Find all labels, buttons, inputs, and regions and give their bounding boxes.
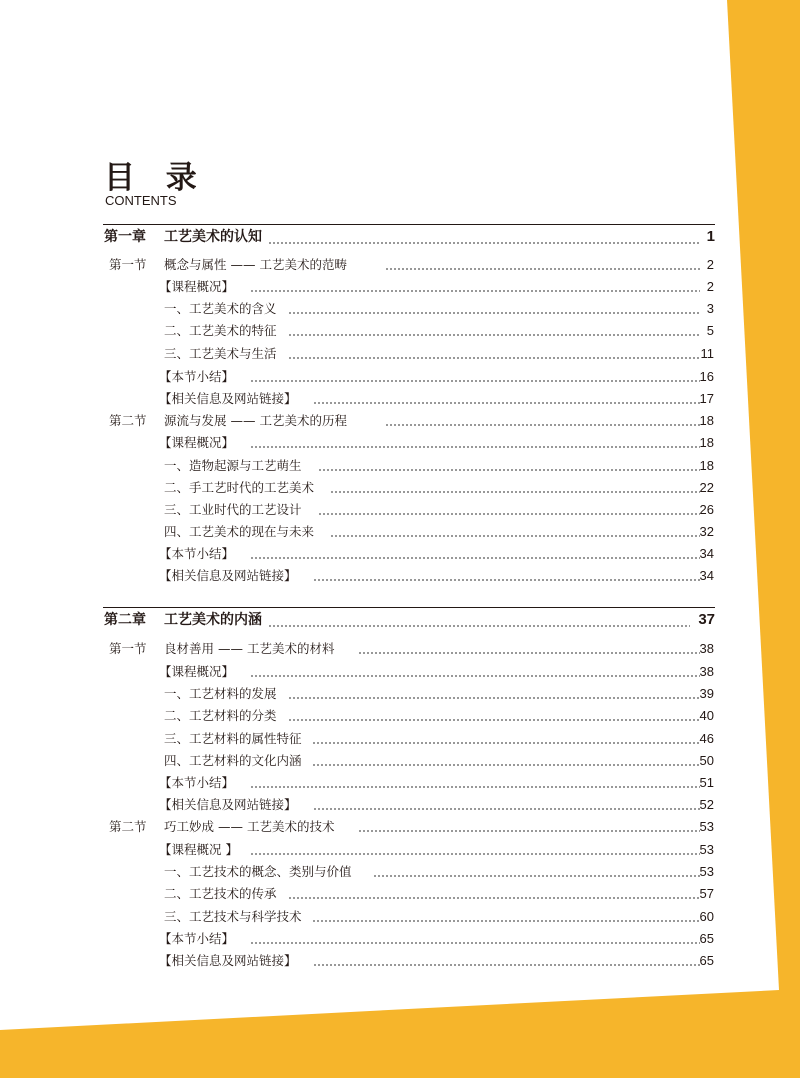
chapter-title: 工艺美术的认知 xyxy=(164,229,262,245)
top-divider xyxy=(103,224,715,225)
item-title: 【相关信息及网站链接】 xyxy=(159,953,297,968)
section-page: 38 xyxy=(699,641,714,656)
dot-leader xyxy=(373,875,700,877)
item-page: 39 xyxy=(699,686,714,701)
dot-leader xyxy=(330,491,700,493)
toc-item[interactable] xyxy=(0,928,800,950)
item-title: 【课程概况】 xyxy=(159,435,235,450)
dot-leader xyxy=(288,357,700,359)
item-page: 34 xyxy=(699,568,714,583)
toc-item[interactable] xyxy=(0,750,800,772)
item-page: 46 xyxy=(699,731,714,746)
item-title: 二、工艺技术的传承 xyxy=(164,886,277,901)
dot-leader xyxy=(358,830,700,832)
item-page: 57 xyxy=(699,886,714,901)
dot-leader xyxy=(250,786,700,788)
item-title: 二、工艺美术的特征 xyxy=(164,323,277,338)
toc-item[interactable] xyxy=(0,320,800,342)
dot-leader xyxy=(318,469,700,471)
section-title: 源流与发展 —— 工艺美术的历程 xyxy=(164,413,347,428)
item-page: 51 xyxy=(699,775,714,790)
chapter-page: 1 xyxy=(706,228,715,245)
dot-leader xyxy=(312,764,700,766)
section-number: 第一节 xyxy=(109,257,147,272)
section-page: 53 xyxy=(699,819,714,834)
item-page: 34 xyxy=(699,546,714,561)
item-title: 【本节小结】 xyxy=(159,775,235,790)
section-number: 第二节 xyxy=(109,413,147,428)
item-page: 65 xyxy=(699,953,714,968)
chapter-page: 37 xyxy=(698,611,715,628)
item-title: 四、工艺材料的文化内涵 xyxy=(164,753,302,768)
toc-item[interactable] xyxy=(0,794,800,816)
item-page: 5 xyxy=(706,323,714,338)
dot-leader xyxy=(250,290,700,292)
section-title: 巧工妙成 —— 工艺美术的技术 xyxy=(164,819,335,834)
dot-leader xyxy=(288,312,700,314)
chapter-number: 第一章 xyxy=(104,229,146,245)
toc-item[interactable] xyxy=(0,388,800,410)
chapter-number: 第二章 xyxy=(104,612,146,628)
item-title: 一、工艺材料的发展 xyxy=(164,686,277,701)
chapter-divider xyxy=(103,607,715,608)
toc-section-2-1[interactable] xyxy=(0,638,800,660)
dot-leader xyxy=(312,920,700,922)
toc-chapter-2[interactable] xyxy=(0,609,800,631)
item-title: 二、手工艺时代的工艺美术 xyxy=(164,480,315,495)
item-page: 26 xyxy=(699,502,714,517)
item-page: 50 xyxy=(699,753,714,768)
toc-item[interactable] xyxy=(0,661,800,683)
dot-leader xyxy=(288,897,700,899)
item-title: 【本节小结】 xyxy=(159,546,235,561)
dot-leader xyxy=(312,742,700,744)
item-page: 65 xyxy=(699,931,714,946)
item-page: 38 xyxy=(699,664,714,679)
toc-item[interactable] xyxy=(0,950,800,972)
toc-item[interactable] xyxy=(0,839,800,861)
item-page: 52 xyxy=(699,797,714,812)
toc-item[interactable] xyxy=(0,772,800,794)
item-page: 32 xyxy=(699,524,714,539)
dot-leader xyxy=(313,964,700,966)
item-page: 16 xyxy=(699,369,714,384)
dot-leader xyxy=(250,380,700,382)
dot-leader xyxy=(313,579,700,581)
section-title: 概念与属性 —— 工艺美术的范畴 xyxy=(164,257,347,272)
chapter-title: 工艺美术的内涵 xyxy=(164,612,262,628)
dot-leader xyxy=(268,242,700,244)
dot-leader xyxy=(385,424,700,426)
dot-leader xyxy=(358,652,700,654)
toc-item[interactable] xyxy=(0,883,800,905)
item-title: 一、造物起源与工艺萌生 xyxy=(164,458,302,473)
toc-item[interactable] xyxy=(0,432,800,454)
dot-leader xyxy=(250,675,700,677)
item-page: 17 xyxy=(699,391,714,406)
item-title: 三、工艺材料的属性特征 xyxy=(164,731,302,746)
toc-item[interactable] xyxy=(0,343,800,365)
toc-section-2-2[interactable] xyxy=(0,816,800,838)
item-title: 【相关信息及网站链接】 xyxy=(159,391,297,406)
item-title: 【本节小结】 xyxy=(159,931,235,946)
section-number: 第一节 xyxy=(109,641,147,656)
item-title: 三、工艺技术与科学技术 xyxy=(164,909,302,924)
item-page: 53 xyxy=(699,864,714,879)
item-page: 60 xyxy=(699,909,714,924)
dot-leader xyxy=(318,513,700,515)
item-title: 【相关信息及网站链接】 xyxy=(159,797,297,812)
dot-leader xyxy=(288,719,700,721)
item-page: 18 xyxy=(699,458,714,473)
toc-item[interactable] xyxy=(0,366,800,388)
item-page: 18 xyxy=(699,435,714,450)
item-page: 40 xyxy=(699,708,714,723)
dot-leader xyxy=(313,808,700,810)
toc-item[interactable] xyxy=(0,455,800,477)
item-title: 三、工艺美术与生活 xyxy=(164,346,277,361)
item-title: 【相关信息及网站链接】 xyxy=(159,568,297,583)
dot-leader xyxy=(250,557,700,559)
dot-leader xyxy=(288,697,700,699)
toc-item[interactable] xyxy=(0,521,800,543)
toc-item[interactable] xyxy=(0,861,800,883)
toc-item[interactable] xyxy=(0,906,800,928)
toc-item[interactable] xyxy=(0,499,800,521)
item-page: 11 xyxy=(700,346,714,361)
item-page: 3 xyxy=(706,301,714,316)
toc-item[interactable] xyxy=(0,705,800,727)
item-page: 22 xyxy=(699,480,714,495)
item-title: 三、工业时代的工艺设计 xyxy=(164,502,302,517)
item-title: 二、工艺材料的分类 xyxy=(164,708,277,723)
toc-item[interactable] xyxy=(0,276,800,298)
item-title: 【本节小结】 xyxy=(159,369,235,384)
dot-leader xyxy=(250,446,700,448)
item-title: 四、工艺美术的现在与未来 xyxy=(164,524,315,539)
toc-item[interactable] xyxy=(0,565,800,587)
dot-leader xyxy=(250,942,700,944)
page-title: 目 录 xyxy=(104,160,207,196)
toc-item[interactable] xyxy=(0,683,800,705)
toc-section-1-2[interactable] xyxy=(0,410,800,432)
section-title: 良材善用 —— 工艺美术的材料 xyxy=(164,641,335,656)
dot-leader xyxy=(385,268,700,270)
item-title: 一、工艺美术的含义 xyxy=(164,301,277,316)
item-title: 一、工艺技术的概念、类别与价值 xyxy=(164,864,352,879)
item-page: 2 xyxy=(706,279,714,294)
toc-item[interactable] xyxy=(0,298,800,320)
section-page: 18 xyxy=(699,413,714,428)
item-page: 53 xyxy=(699,842,714,857)
dot-leader xyxy=(268,625,690,627)
dot-leader xyxy=(250,853,700,855)
item-title: 【课程概况】 xyxy=(159,664,235,679)
toc-item[interactable] xyxy=(0,728,800,750)
dot-leader xyxy=(288,334,700,336)
dot-leader xyxy=(313,402,700,404)
page-subtitle: CONTENTS xyxy=(105,193,177,208)
section-number: 第二节 xyxy=(109,819,147,834)
toc-chapter-1[interactable] xyxy=(0,226,800,248)
toc-item[interactable] xyxy=(0,543,800,565)
item-title: 【课程概况 】 xyxy=(159,842,238,857)
item-title: 【课程概况】 xyxy=(159,279,235,294)
toc-section-1-1[interactable] xyxy=(0,254,800,276)
dot-leader xyxy=(330,535,700,537)
section-page: 2 xyxy=(706,257,714,272)
toc-item[interactable] xyxy=(0,477,800,499)
